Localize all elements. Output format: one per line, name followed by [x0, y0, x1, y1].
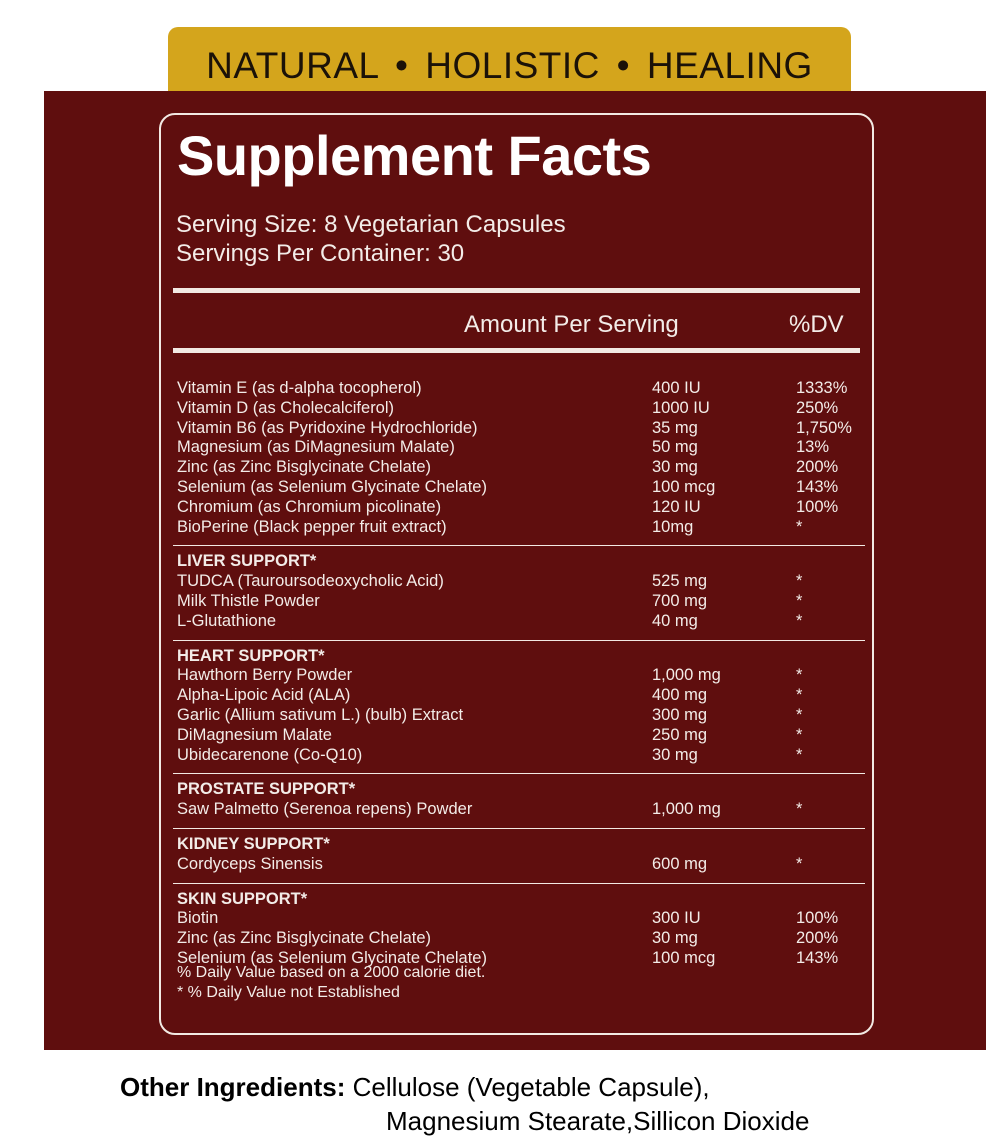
- section-title: HEART SUPPORT*: [177, 646, 325, 665]
- nutrient-dv: 250%: [796, 398, 839, 417]
- nutrient-name: Ubidecarenone (Co-Q10): [177, 745, 363, 764]
- nutrient-amount: 10mg: [652, 517, 694, 536]
- nutrient-dv: 200%: [796, 929, 839, 948]
- other-ingredients-line1: Cellulose (Vegetable Capsule),: [352, 1072, 710, 1102]
- section-divider: [173, 828, 865, 829]
- nutrient-amount: 100 mcg: [652, 948, 716, 967]
- nutrient-name: Hawthorn Berry Powder: [177, 666, 353, 685]
- nutrient-row: [177, 686, 860, 706]
- nutrient-name: Chromium (as Chromium picolinate): [177, 497, 442, 516]
- nutrient-name: Cordyceps Sinensis: [177, 854, 323, 873]
- nutrient-dv: 143%: [796, 477, 839, 496]
- nutrient-dv: *: [796, 854, 803, 873]
- tagline-banner: [168, 27, 851, 93]
- nutrient-row: [177, 419, 860, 439]
- nutrient-row: [177, 438, 860, 458]
- serving-info: [176, 210, 566, 268]
- nutrient-dv: 143%: [796, 948, 839, 967]
- section-divider: [173, 545, 865, 546]
- other-ingredients: [120, 1070, 809, 1138]
- nutrient-name: Magnesium (as DiMagnesium Malate): [177, 438, 455, 457]
- nutrient-row: [177, 612, 860, 632]
- other-ingredients-line2: Magnesium Stearate,Sillicon Dioxide: [386, 1106, 810, 1136]
- nutrient-row: [177, 800, 860, 820]
- section-title: KIDNEY SUPPORT*: [177, 834, 330, 853]
- footnote-dv-basis: % Daily Value based on a 2000 calorie diet.: [177, 964, 486, 981]
- nutrient-dv: *: [796, 800, 803, 819]
- nutrient-row: [177, 909, 860, 929]
- nutrient-dv: *: [796, 725, 803, 744]
- footnotes: [177, 963, 485, 1003]
- nutrient-dv: *: [796, 611, 803, 630]
- nutrient-row: [177, 746, 860, 766]
- tagline-text: NATURAL • HOLISTIC • HEALING: [206, 45, 813, 86]
- nutrient-row: [177, 726, 860, 746]
- nutrient-amount: 35 mg: [652, 418, 698, 437]
- nutrient-row: [177, 458, 860, 478]
- nutrient-amount: 400 IU: [652, 379, 701, 397]
- nutrient-name: Garlic (Allium sativum L.) (bulb) Extract: [177, 705, 464, 724]
- nutrient-amount: 1,000 mg: [652, 666, 721, 685]
- nutrient-amount: 400 mg: [652, 686, 708, 705]
- nutrient-row: [177, 379, 860, 399]
- nutrient-amount: 40 mg: [652, 611, 698, 630]
- nutrient-row: [177, 855, 860, 875]
- nutrient-name: DiMagnesium Malate: [177, 725, 332, 744]
- nutrient-amount: 120 IU: [652, 497, 701, 516]
- nutrient-amount: 525 mg: [652, 572, 708, 591]
- nutrient-row: [177, 399, 860, 419]
- nutrient-amount: 100 mcg: [652, 477, 716, 496]
- section-title: LIVER SUPPORT*: [177, 552, 317, 571]
- supplement-facts-panel: [159, 113, 874, 1035]
- nutrient-name: BioPerine (Black pepper fruit extract): [177, 517, 447, 536]
- nutrient-dv: *: [796, 686, 803, 705]
- nutrient-amount: 700 mg: [652, 591, 708, 610]
- nutrient-dv: *: [796, 705, 803, 724]
- facts-title: Supplement Facts: [177, 124, 652, 187]
- nutrient-name: Zinc (as Zinc Bisglycinate Chelate): [177, 458, 432, 477]
- nutrient-row: [177, 929, 860, 949]
- nutrient-dv: 1333%: [796, 379, 848, 397]
- nutrient-amount: 1,000 mg: [652, 800, 721, 819]
- nutrient-name: Vitamin D (as Cholecalciferol): [177, 398, 395, 417]
- servings-per-container: Servings Per Container: 30: [176, 240, 465, 267]
- nutrient-name: Milk Thistle Powder: [177, 591, 320, 610]
- nutrient-dv: *: [796, 745, 803, 764]
- nutrient-amount: 250 mg: [652, 725, 708, 744]
- nutrient-amount: 30 mg: [652, 745, 698, 764]
- nutrient-dv: 1,750%: [796, 418, 852, 437]
- nutrient-dv: *: [796, 517, 803, 536]
- nutrient-amount: 300 mg: [652, 705, 708, 724]
- section-title: PROSTATE SUPPORT*: [177, 780, 356, 799]
- section-divider: [173, 640, 865, 641]
- nutrient-dv: 13%: [796, 438, 830, 457]
- footnote-not-established: * % Daily Value not Established: [177, 984, 400, 1001]
- nutrient-amount: 1000 IU: [652, 398, 710, 417]
- nutrient-amount: 300 IU: [652, 909, 701, 928]
- nutrient-amount: 30 mg: [652, 929, 698, 948]
- thick-rule-top: [173, 288, 860, 293]
- nutrient-name: Zinc (as Zinc Bisglycinate Chelate): [177, 929, 432, 948]
- nutrient-name: Saw Palmetto (Serenoa repens) Powder: [177, 800, 473, 819]
- nutrient-name: L-Glutathione: [177, 611, 277, 630]
- section-divider: [173, 883, 865, 884]
- nutrient-amount: 30 mg: [652, 458, 698, 477]
- nutrient-name: Biotin: [177, 909, 219, 928]
- nutrient-row: [177, 518, 860, 538]
- nutrient-dv: 200%: [796, 458, 839, 477]
- nutrient-name: TUDCA (Tauroursodeoxycholic Acid): [177, 572, 444, 591]
- other-ingredients-label: Other Ingredients:: [120, 1072, 346, 1102]
- nutrient-name: Vitamin B6 (as Pyridoxine Hydrochloride): [177, 418, 478, 437]
- nutrient-row: [177, 478, 860, 498]
- nutrient-dv: *: [796, 572, 803, 591]
- nutrient-row: [177, 706, 860, 726]
- serving-size: Serving Size: 8 Vegetarian Capsules: [176, 211, 566, 238]
- nutrient-table: [177, 379, 860, 969]
- nutrient-row: [177, 592, 860, 612]
- nutrient-name: Selenium (as Selenium Glycinate Chelate): [177, 948, 487, 967]
- dv-header: %DV: [789, 311, 844, 338]
- nutrient-row: [177, 666, 860, 686]
- section-divider: [173, 773, 865, 774]
- nutrient-row: [177, 498, 860, 518]
- nutrient-dv: 100%: [796, 497, 839, 516]
- nutrient-dv: *: [796, 666, 803, 685]
- section-title: SKIN SUPPORT*: [177, 889, 308, 908]
- nutrient-dv: 100%: [796, 909, 839, 928]
- thick-rule-bottom: [173, 348, 860, 353]
- nutrient-dv: *: [796, 591, 803, 610]
- nutrient-name: Alpha-Lipoic Acid (ALA): [177, 686, 351, 705]
- nutrient-name: Selenium (as Selenium Glycinate Chelate): [177, 477, 487, 496]
- nutrient-name: Vitamin E (as d-alpha tocopherol): [177, 379, 422, 397]
- nutrient-row: [177, 572, 860, 592]
- nutrient-amount: 600 mg: [652, 854, 708, 873]
- nutrient-amount: 50 mg: [652, 438, 698, 457]
- amount-per-serving-header: Amount Per Serving: [464, 311, 679, 338]
